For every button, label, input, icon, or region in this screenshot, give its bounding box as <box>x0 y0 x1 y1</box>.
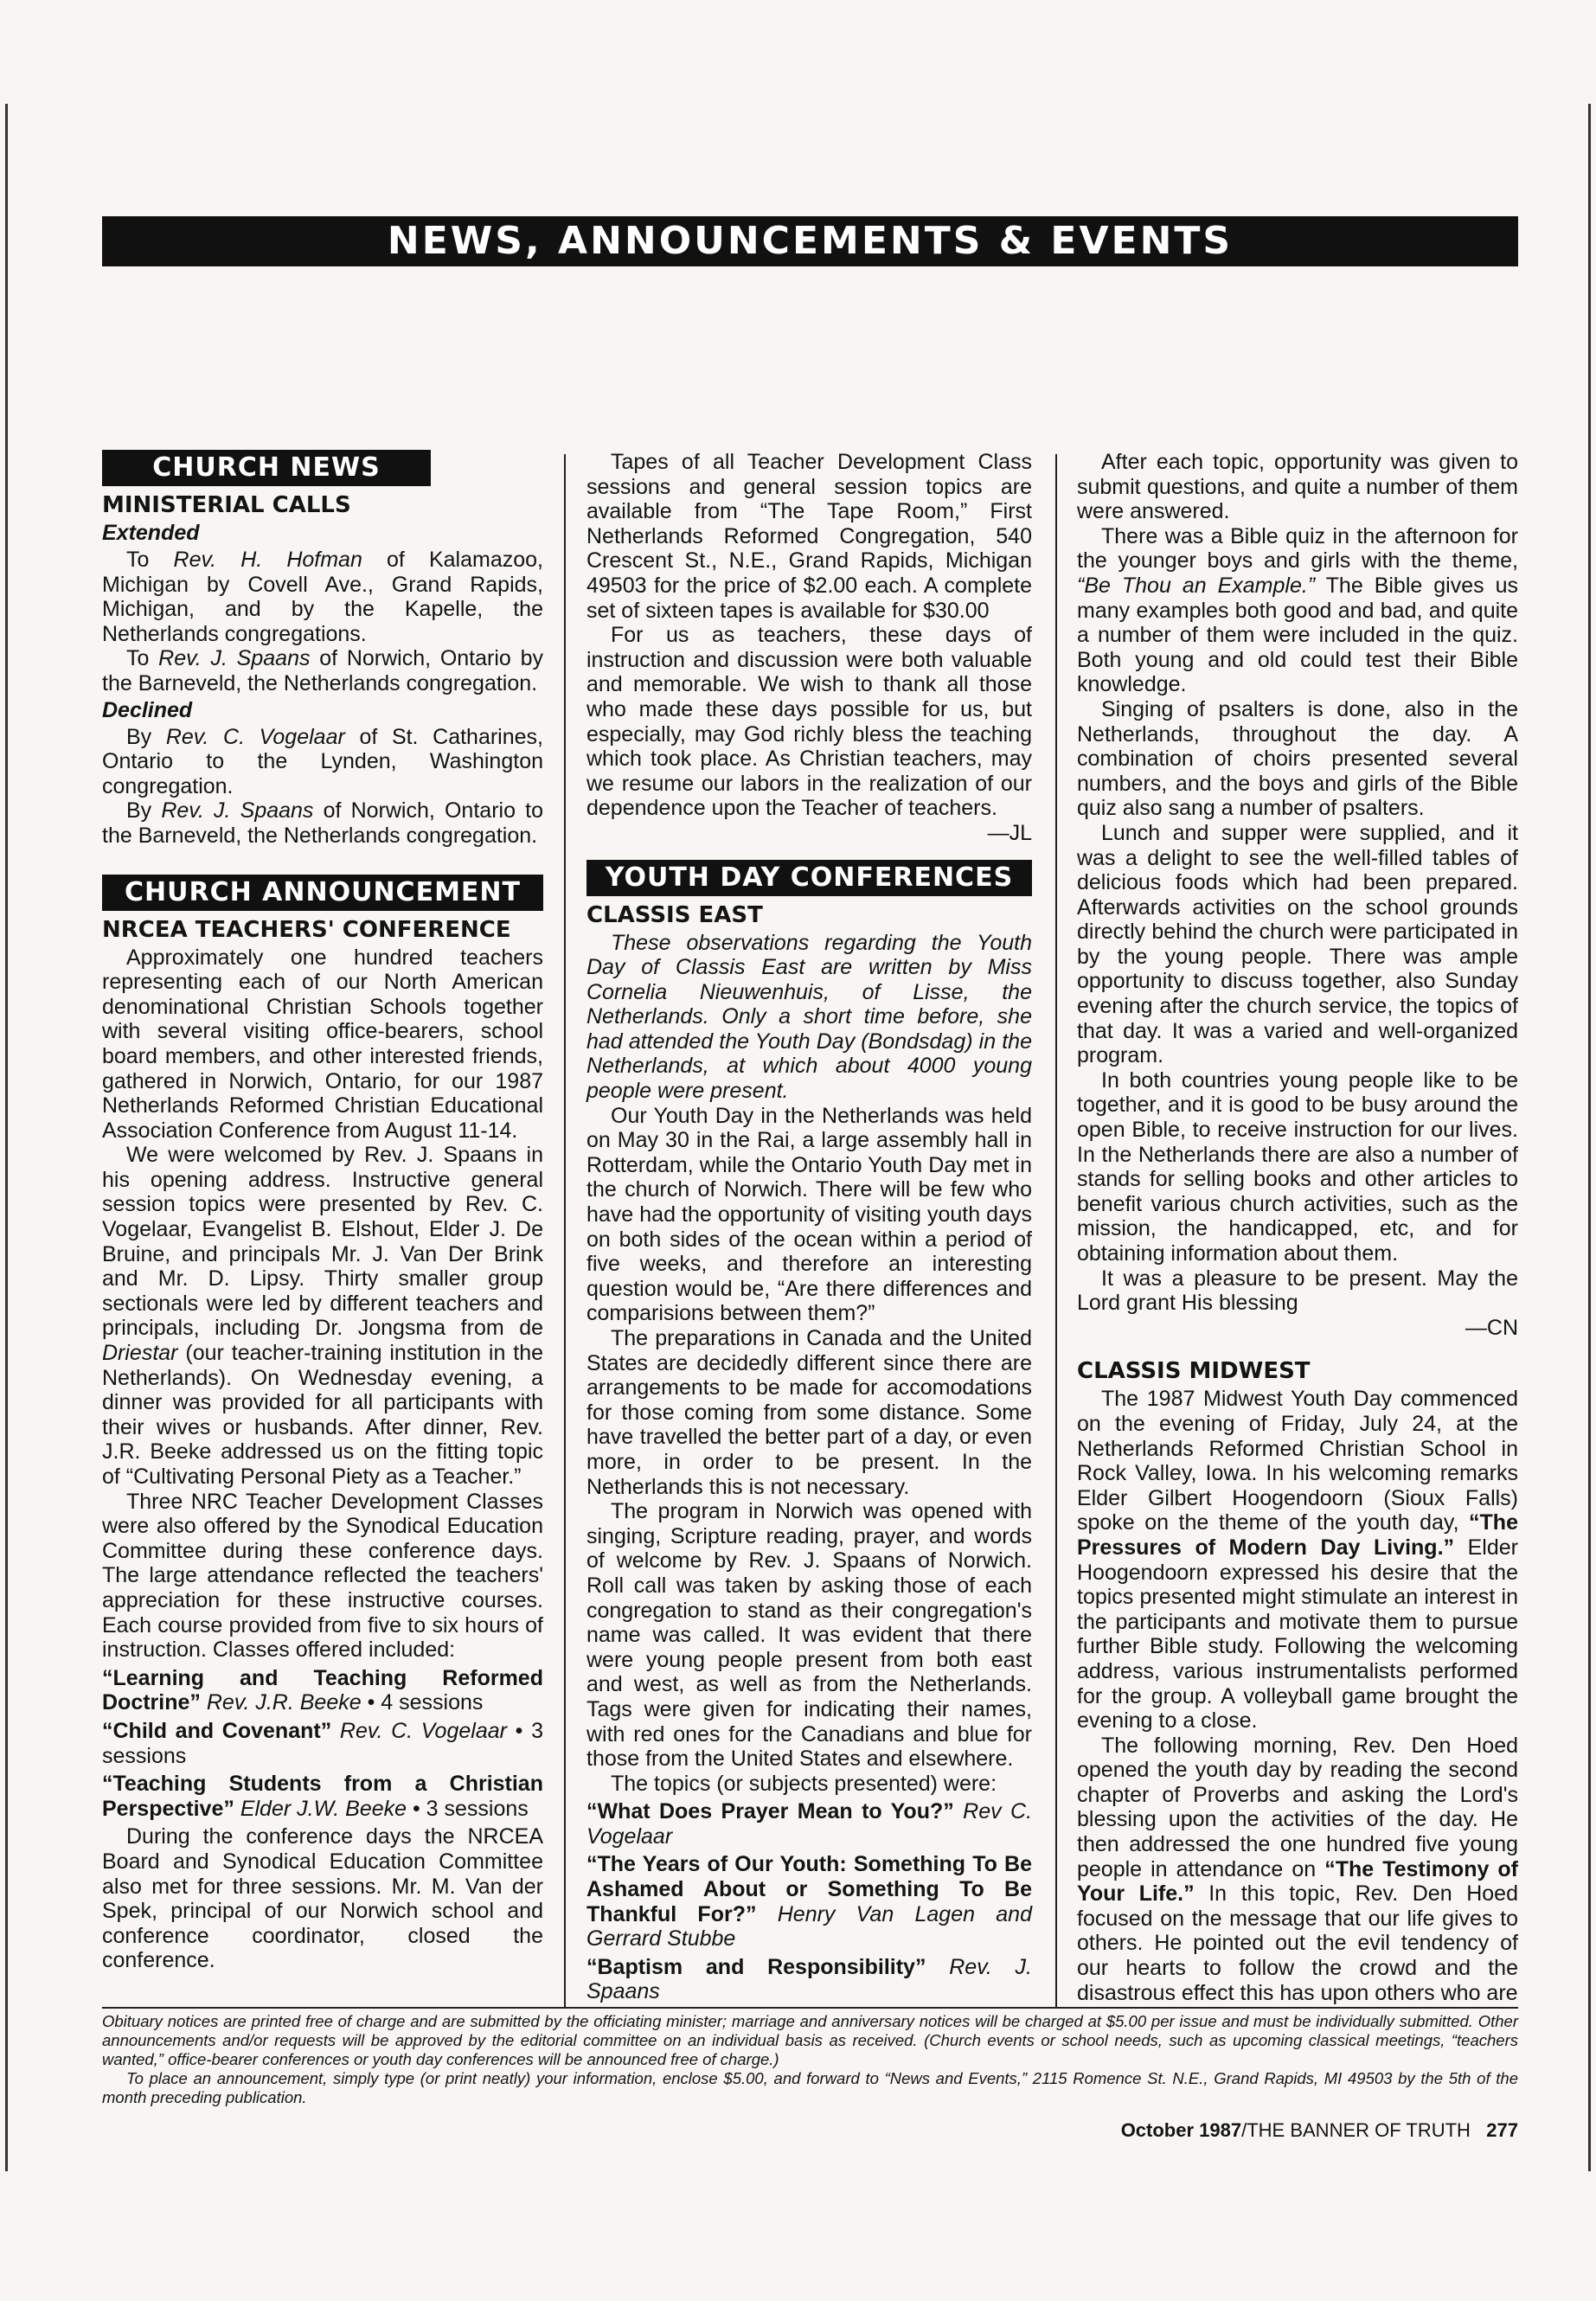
youth-paragraph-1: After each topic, opportunity was given to submit questions, and quite a number of them were answered. <box>1077 450 1518 524</box>
midwest-paragraph-1: The 1987 Midwest Youth Day commenced on the evening of Friday, July 24, at the Netherlands Reformed Christian School in Rock Valley, Iowa. In his welcoming remarks Elder Gilbert Hoogendoorn (Sioux Falls) spoke on the theme of the youth day, “The Pressures of Modern Day Living.” Elder Hoogendoorn expressed his desire that the topics presented might stimulate an interest in the participants and motivate them to pursue further Bible study. Following the welcoming address, various instrumentalists performed for the group. A volleyball game brought the evening to a close. <box>1077 1387 1518 1734</box>
youth-paragraph-2: There was a Bible quiz in the afternoon for the younger boys and girls with the theme, “Be Thou an Example.” The Bible gives us many examples both good and bad, and quite a number of them were included in the quiz. Both young and old could test their Bible knowledge. <box>1077 523 1518 697</box>
classis-midwest-heading: CLASSIS MIDWEST <box>1077 1358 1311 1385</box>
youth-paragraph-6: It was a pleasure to be present. May the Lord grant His blessing <box>1077 1266 1518 1316</box>
footnote-submission: To place an announcement, simply type (or print neatly) your information, enclose $5.00, and forward to “News and Events,” 2115 Romence St. N.E., Grand Rapids, MI 49503 by the 5th of the month preceding publication. <box>102 2069 1518 2106</box>
youth-day-conferences-bar: YOUTH DAY CONFERENCES <box>586 860 1032 896</box>
extended-label: Extended <box>102 521 200 545</box>
class-item-1: “Learning and Teaching Reformed Doctrine” Rev. J.R. Beeke • 4 sessions <box>102 1665 543 1715</box>
footnote-rule <box>102 2007 1518 2009</box>
column-divider-2 <box>1055 454 1057 2007</box>
youth-paragraph-3: Singing of psalters is done, also in the Netherlands, throughout the day. A combination of choirs presented several numbers, and the boys and girls of the Bible quiz also sang a number of psalters. <box>1077 696 1518 821</box>
column-3 <box>1077 450 1518 2005</box>
publication-name: THE BANNER OF TRUTH <box>1247 2119 1471 2141</box>
conference-paragraph-3: Three NRC Teacher Development Classes were also offered by the Synodical Education Committee during these conference days. The large attendance reflected the teachers' appreciation for these instructive courses. Each course provided from five to six hours of instruction. Classes offered included: <box>102 1489 543 1663</box>
signature-cn: —CN <box>1465 1315 1518 1340</box>
scan-edge-left <box>5 104 8 2171</box>
ministerial-calls-heading: MINISTERIAL CALLS <box>102 492 351 518</box>
declined-label: Declined <box>102 697 193 722</box>
church-announcement-bar: CHURCH ANNOUNCEMENT <box>102 875 543 911</box>
footnote-block <box>102 2012 1518 2107</box>
declined-call-1: By Rev. C. Vogelaar of St. Catharines, Ontario to the Lynden, Washington congregation. <box>102 724 543 798</box>
footer-separator: / <box>1241 2119 1247 2141</box>
church-news-bar: CHURCH NEWS <box>102 450 431 486</box>
classis-east-paragraph-1: Our Youth Day in the Netherlands was held on May 30 in the Rai, a large assembly hall in Rotterdam, while the Ontario Youth Day met in the church of Norwich. There will be few who have had the opportunity of visiting youth days on both sides of the ocean within a period of five weeks, and therefore an interesting question would be, “Are there differences and comparisions between them?” <box>586 1103 1032 1326</box>
column-1 <box>102 450 543 1973</box>
conference-paragraph-4: During the conference days the NRCEA Board and Synodical Education Committee also met for three sessions. Mr. M. Van der Spek, principal of our Norwich school and conference coordinator, closed the conference. <box>102 1824 543 1973</box>
teachers-paragraph: For us as teachers, these days of instruction and discussion were both valuable and memorable. We wish to thank all those who made these days possible for us, but especially, may God richly bless the teaching which took place. As Christian teachers, may we resume our labors in the realization of our dependence upon the Teacher of teachers. <box>586 623 1032 821</box>
footnote-notices: Obituary notices are printed free of charge and are submitted by the officiating minister; marriage and anniversary notices will be charged at $5.00 per issue and must be individually submitted. Other announcements and/or requests will be approved by the editorial committee on an individual basis as received. (Church events or school needs, such as upcoming classical meetings, “teachers wanted,” office-bearer conferences or youth day conferences will be announced free of charge.) <box>102 2012 1518 2068</box>
classis-east-paragraph-3: The program in Norwich was opened with singing, Scripture reading, prayer, and words of welcome by Rev. J. Spaans of Norwich. Roll call was taken by asking those of each congregation to stand as their congregation's name was called. It was evident that there were young people present from both east and west, as well as from the Netherlands. Tags were given for indicating their names, with red ones for the Canadians and blue for those from the United States and elsewhere. <box>586 1499 1032 1772</box>
nrcea-conference-heading: NRCEA TEACHERS' CONFERENCE <box>102 916 511 943</box>
declined-call-2: By Rev. J. Spaans of Norwich, Ontario to the Barneveld, the Netherlands congregation. <box>102 798 543 848</box>
column-divider-1 <box>564 454 566 2007</box>
masthead-title: NEWS, ANNOUNCEMENTS & EVENTS <box>102 216 1518 266</box>
topic-item-1: “What Does Prayer Mean to You?” Rev C. Vogelaar <box>586 1799 1033 1849</box>
scan-edge-right <box>1588 104 1591 2171</box>
midwest-paragraph-2: The following morning, Rev. Den Hoed opened the youth day by reading the second chapter of Proverbs and asking the Lord's blessing upon the activities of the day. He then addressed the one hundred five young people in attendance on “The Testimony of Your Life.” In this topic, Rev. Den Hoed focused on the message that our life gives to others. He pointed out the evil tendency of our hearts to follow the crowd and the disastrous effect this has upon others who are <box>1077 1733 1518 2005</box>
classis-east-paragraph-4: The topics (or subjects presented) were: <box>611 1771 997 1796</box>
extended-call-2: To Rev. J. Spaans of Norwich, Ontario by the Barneveld, the Netherlands congregation. <box>102 646 543 695</box>
youth-paragraph-5: In both countries young people like to be together, and it is good to be busy around the open Bible, to receive instruction for our lives. In the Netherlands there are also a number of stands for selling books and other articles to benefit various church activities, such as the mission, the handicapped, etc, and for obtaining information about them. <box>1077 1067 1518 1266</box>
page-number: 277 <box>1486 2119 1518 2141</box>
column-2 <box>586 450 1032 2004</box>
topic-item-2: “The Years of Our Youth: Something To Be Ashamed About or Something To Be Thankful For?” Henry Van Lagen and Gerrard Stubbe <box>586 1852 1032 1952</box>
page-footer <box>1121 2119 1518 2142</box>
conference-paragraph-2: We were welcomed by Rev. J. Spaans in his opening address. Instructive general session topics were presented by Rev. C. Vogelaar, Evangelist B. Elshout, Elder J. De Bruine, and principals Mr. J. Van Der Brink and Mr. D. Lipsy. Thirty smaller group sectionals were led by different teachers and principals, including Dr. Jongsma from de Driestar (our teacher-training institution in the Netherlands). On Wednesday evening, a dinner was provided for all participants with their wives or husbands. After dinner, Rev. J.R. Beeke addressed us on the fitting topic of “Cultivating Personal Piety as a Teacher.” <box>102 1143 543 1489</box>
signature-jl: —JL <box>987 820 1032 845</box>
issue-date: October 1987 <box>1120 2119 1242 2141</box>
class-item-3: “Teaching Students from a Christian Perspective” Elder J.W. Beeke • 3 sessions <box>102 1772 543 1821</box>
topic-item-3: “Baptism and Responsibility” Rev. J. Spaans <box>586 1954 1032 2004</box>
youth-paragraph-4: Lunch and supper were supplied, and it was a delight to see the well-filled tables of delicious foods which had been prepared. Afterwards activities on the school grounds directly behind the church were participated in by the young people. There was ample opportunity to discuss together, also Sunday evening after the church service, the topics of that day. It was a varied and well-organized program. <box>1077 820 1518 1068</box>
classis-east-intro: These observations regarding the Youth Day of Classis East are written by Miss Cornelia Nieuwenhuis, of Lisse, the Netherlands. Only a short time before, she had attended the Youth Day (Bondsdag) in the Netherlands, at which about 4000 young people were present. <box>586 930 1032 1104</box>
extended-call-1: To Rev. H. Hofman of Kalamazoo, Michigan by Covell Ave., Grand Rapids, Michigan, and by the Kapelle, the Netherlands congregations. <box>102 548 543 646</box>
tapes-paragraph: Tapes of all Teacher Development Class sessions and general session topics are available from “The Tape Room,” First Netherlands Reformed Congregation, 540 Crescent St., N.E., Grand Rapids, Michigan 49503 for the price of $2.00 each. A complete set of sixteen tapes is available for $30.00 <box>586 450 1032 623</box>
class-item-2: “Child and Covenant” Rev. C. Vogelaar • 3 sessions <box>102 1718 543 1768</box>
classis-east-paragraph-2: The preparations in Canada and the United States are decidedly different since there are arrangements to be made for accomodations for those coming from some distance. Some have travelled the better part of a day, or even more, in order to be present. In the Netherlands this is not necessary. <box>586 1326 1032 1499</box>
conference-paragraph-1: Approximately one hundred teachers representing each of our North American denominational Christian Schools together with several visiting office-bearers, school board members, and other interested friends, gathered in Norwich, Ontario, for our 1987 Netherlands Reformed Christian Educational Association Conference from August 11-14. <box>102 945 543 1143</box>
classis-east-heading: CLASSIS EAST <box>586 901 763 928</box>
